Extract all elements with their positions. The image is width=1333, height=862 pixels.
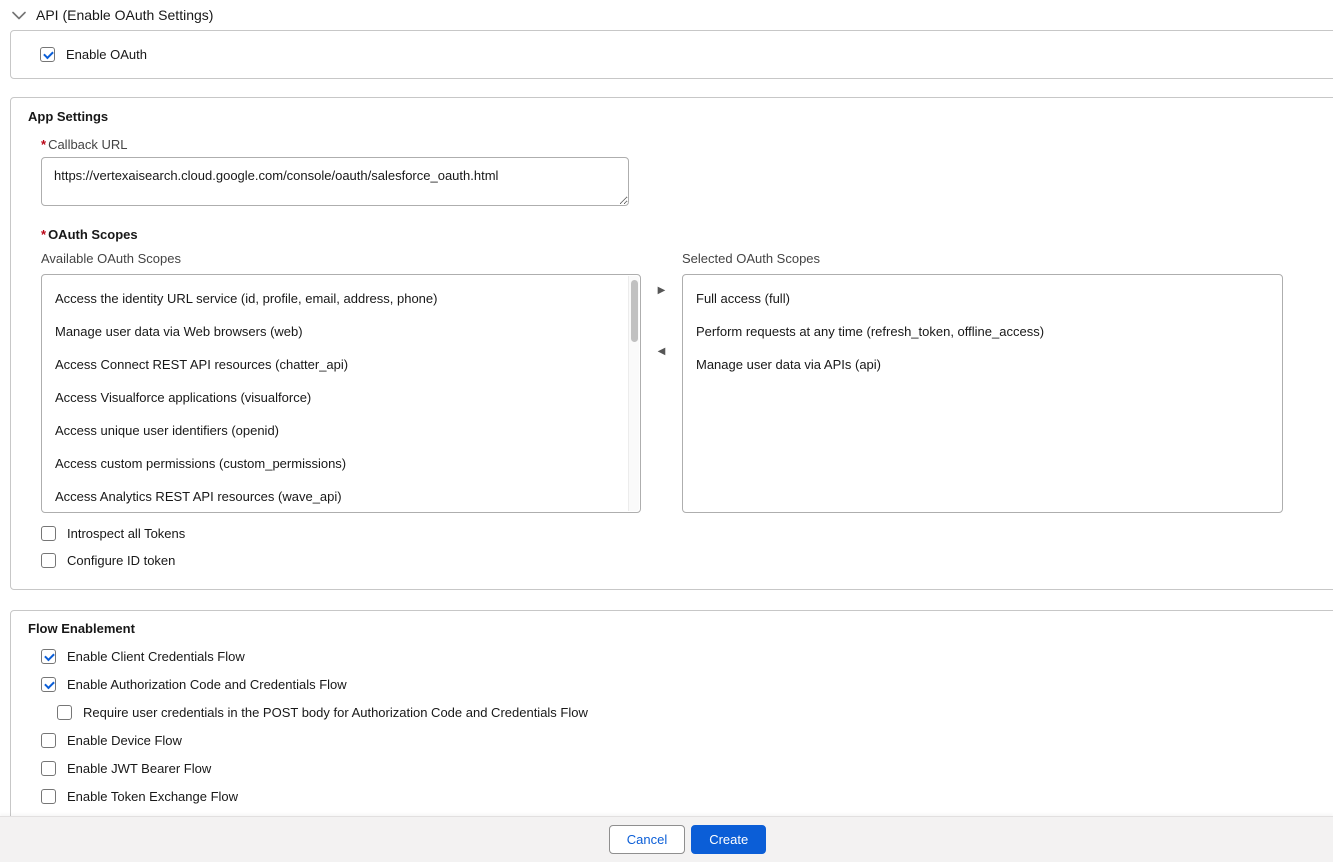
flow-option-row: [41, 760, 1333, 776]
selected-scopes-listbox[interactable]: [682, 274, 1283, 513]
flow-option-checkbox[interactable]: [57, 705, 72, 720]
configure-id-token-label: Configure ID token: [67, 553, 176, 568]
flow-enablement-heading: Flow Enablement: [28, 621, 135, 636]
configure-id-token-checkbox[interactable]: [41, 553, 56, 568]
scope-move-arrows: [641, 251, 682, 513]
scope-option[interactable]: Access custom permissions (custom_permissions): [55, 456, 347, 471]
available-scopes-label: Available OAuth Scopes: [41, 251, 181, 266]
flow-option-row: [57, 704, 1333, 720]
flow-option-checkbox[interactable]: [41, 733, 56, 748]
flow-option-label: Enable Token Exchange Flow: [67, 788, 239, 804]
flow-option-checkbox[interactable]: [41, 649, 56, 664]
flow-options: [28, 648, 1333, 804]
flow-option-checkbox[interactable]: [41, 761, 56, 776]
scope-option[interactable]: Manage user data via APIs (api): [696, 357, 881, 372]
required-asterisk: *: [41, 137, 47, 152]
flow-option-checkbox[interactable]: [41, 789, 56, 804]
cancel-button[interactable]: Cancel: [609, 825, 685, 854]
scrollbar[interactable]: [628, 276, 639, 511]
oauth-scopes-label: * OAuth Scopes: [41, 227, 138, 242]
scope-option[interactable]: Access the identity URL service (id, profile, email, address, phone): [55, 291, 438, 306]
create-button[interactable]: Create: [691, 825, 766, 854]
section-title: API (Enable OAuth Settings): [36, 7, 214, 23]
available-scopes-listbox[interactable]: [41, 274, 641, 513]
oauth-scopes-dual-list: [41, 251, 1333, 513]
scrollbar-thumb[interactable]: [631, 280, 638, 342]
chevron-down-icon[interactable]: [12, 11, 26, 20]
enable-oauth-label: Enable OAuth: [66, 47, 147, 62]
app-settings-card: [10, 97, 1333, 590]
flow-enablement-card: [10, 610, 1333, 822]
callback-url-label: * Callback URL: [41, 137, 128, 152]
introspect-all-tokens-checkbox[interactable]: [41, 526, 56, 541]
scope-option[interactable]: Manage user data via Web browsers (web): [55, 324, 303, 339]
app-settings-heading: App Settings: [28, 109, 109, 124]
flow-option-label: Enable Authorization Code and Credentials Flow: [67, 676, 347, 692]
flow-option-label: Enable Device Flow: [67, 732, 182, 748]
selected-scopes-label: Selected OAuth Scopes: [682, 251, 821, 266]
callback-url-input[interactable]: [41, 157, 629, 206]
section-header: [0, 0, 1333, 30]
flow-option-row: [41, 788, 1333, 804]
flow-option-checkbox[interactable]: [41, 677, 56, 692]
required-asterisk: *: [41, 227, 47, 242]
scope-option[interactable]: Full access (full): [696, 291, 790, 306]
scope-option[interactable]: Access Analytics REST API resources (wave_api): [55, 489, 342, 504]
enable-oauth-card: [10, 30, 1333, 79]
flow-option-row: [41, 676, 1333, 692]
selected-scopes-column: [682, 251, 1283, 513]
scope-option[interactable]: Perform requests at any time (refresh_token, offline_access): [696, 324, 1045, 339]
move-left-icon[interactable]: ◀: [657, 346, 666, 357]
flow-option-label: Require user credentials in the POST body for Authorization Code and Credentials Flow: [83, 704, 588, 720]
scope-option[interactable]: Access unique user identifiers (openid): [55, 423, 280, 438]
introspect-all-tokens-label: Introspect all Tokens: [67, 526, 186, 541]
enable-oauth-checkbox[interactable]: [40, 47, 55, 62]
flow-option-label: Enable Client Credentials Flow: [67, 648, 245, 664]
flow-option-label: Enable JWT Bearer Flow: [67, 760, 212, 776]
flow-option-row: [41, 732, 1333, 748]
flow-option-row: [41, 648, 1333, 664]
introspect-all-tokens-row: [41, 526, 1333, 541]
scope-option[interactable]: Access Connect REST API resources (chatter_api): [55, 357, 349, 372]
footer-bar: [0, 816, 1333, 862]
configure-id-token-row: [41, 553, 1333, 568]
scope-option[interactable]: Access Visualforce applications (visualforce): [55, 390, 312, 405]
move-right-icon[interactable]: ▶: [657, 285, 666, 296]
available-scopes-column: [41, 251, 641, 513]
